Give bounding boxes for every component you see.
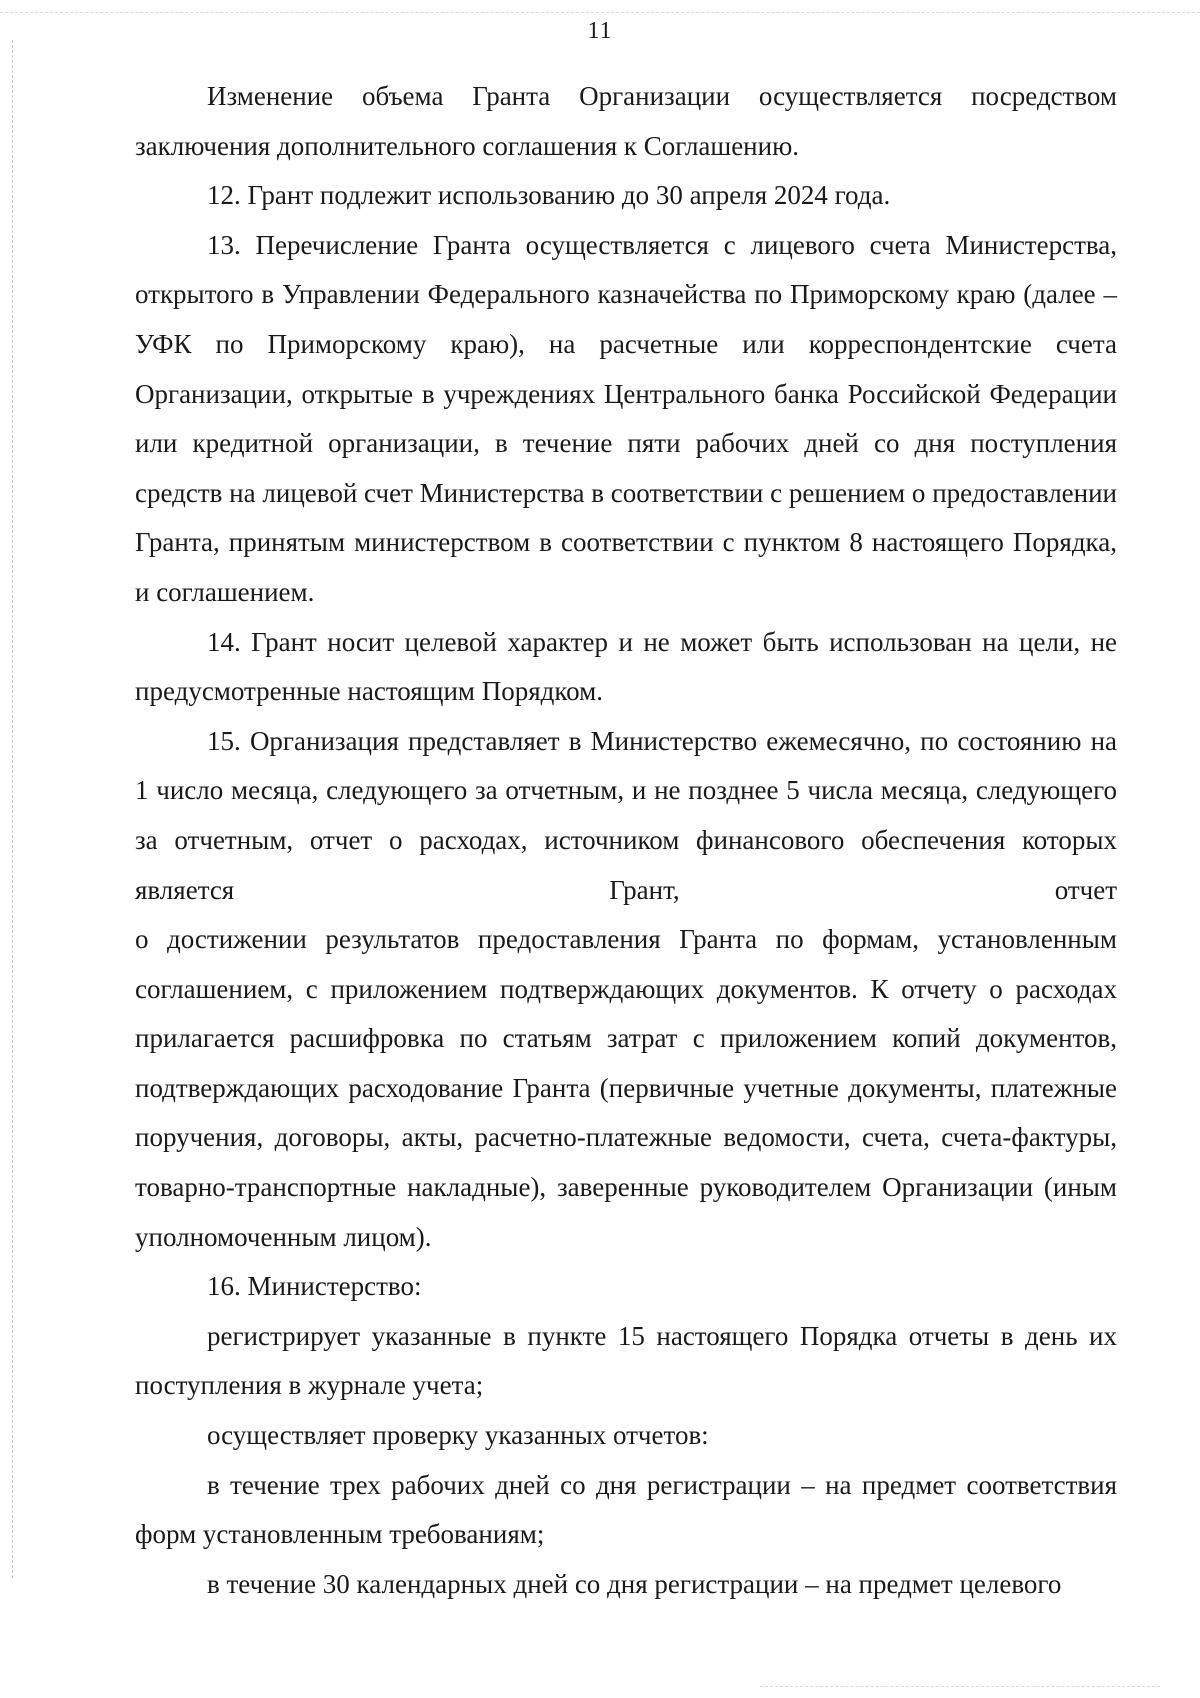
paragraph-16-registers: регистрирует указанные в пункте 15 настоящего Порядка отчеты в день их поступления в журнале учета; [135, 1320, 1117, 1401]
paragraph-16-thirty-days: в течение 30 календарных дней со дня регистрации – на предмет целевого [207, 1568, 1062, 1599]
scan-top-edge [0, 12, 1200, 13]
paragraph-14: 14. Грант носит целевой характер и не может быть использован на цели, не предусмотренные настоящим Порядком. [135, 626, 1117, 707]
paragraph-15-part-2: о достижении результатов предоставления Гранта по формам, установленным соглашением, с приложением подтверждающих документов. К отчету о расходах прилагается расшифровка по статьям затрат с приложением копий документов, подтверждающих расходование Гранта (первичные учетные документы, платежные поручения, договоры, акты, расчетно-платежные ведомости, счета, счета-фактуры, товарно-транспортные накладные), заверенные руководителем Организации (иным уполномоченным лицом). [135, 924, 1117, 1252]
page-number: 11 [587, 18, 613, 44]
paragraph-16-three-days: в течение трех рабочих дней со дня регистрации – на предмет соответствия форм установленным требованиям; [135, 1469, 1117, 1550]
scan-bottom-edge [760, 1686, 1160, 1687]
paragraph-16-checks: осуществляет проверку указанных отчетов: [207, 1420, 709, 1451]
scan-left-edge [12, 40, 13, 1578]
paragraph-13: 13. Перечисление Гранта осуществляется с лицевого счета Министерства, открытого в Управлении Федерального казначейства по Приморскому краю (далее – УФК по Приморскому краю), на расчетные или корреспондентские счета Организации, открытые в учреждениях Центрального банка Российской Федерации или кредитной организации, в течение пяти рабочих дней со дня поступления средств на лицевой счет Министерства в соответствии с решением о предоставлении Гранта, принятым министерством в соответствии с пунктом 8 настоящего Порядка, и соглашением. [135, 229, 1117, 607]
paragraph-15-part-1: 15. Организация представляет в Министерство ежемесячно, по состоянию на 1 число месяца, следующего за отчетным, и не позднее 5 числа месяца, следующего за отчетным, отчет о расходах, источником финансового обеспечения которых является Грант, отчет [135, 725, 1117, 905]
paragraph-grant-volume-change: Изменение объема Гранта Организации осуществляется посредством заключения дополнительного соглашения к Соглашению. [135, 81, 1117, 161]
document-body [135, 72, 1117, 1609]
paragraph-16: 16. Министерство: [207, 1271, 422, 1302]
paragraph-12: 12. Грант подлежит использованию до 30 апреля 2024 года. [207, 180, 891, 211]
